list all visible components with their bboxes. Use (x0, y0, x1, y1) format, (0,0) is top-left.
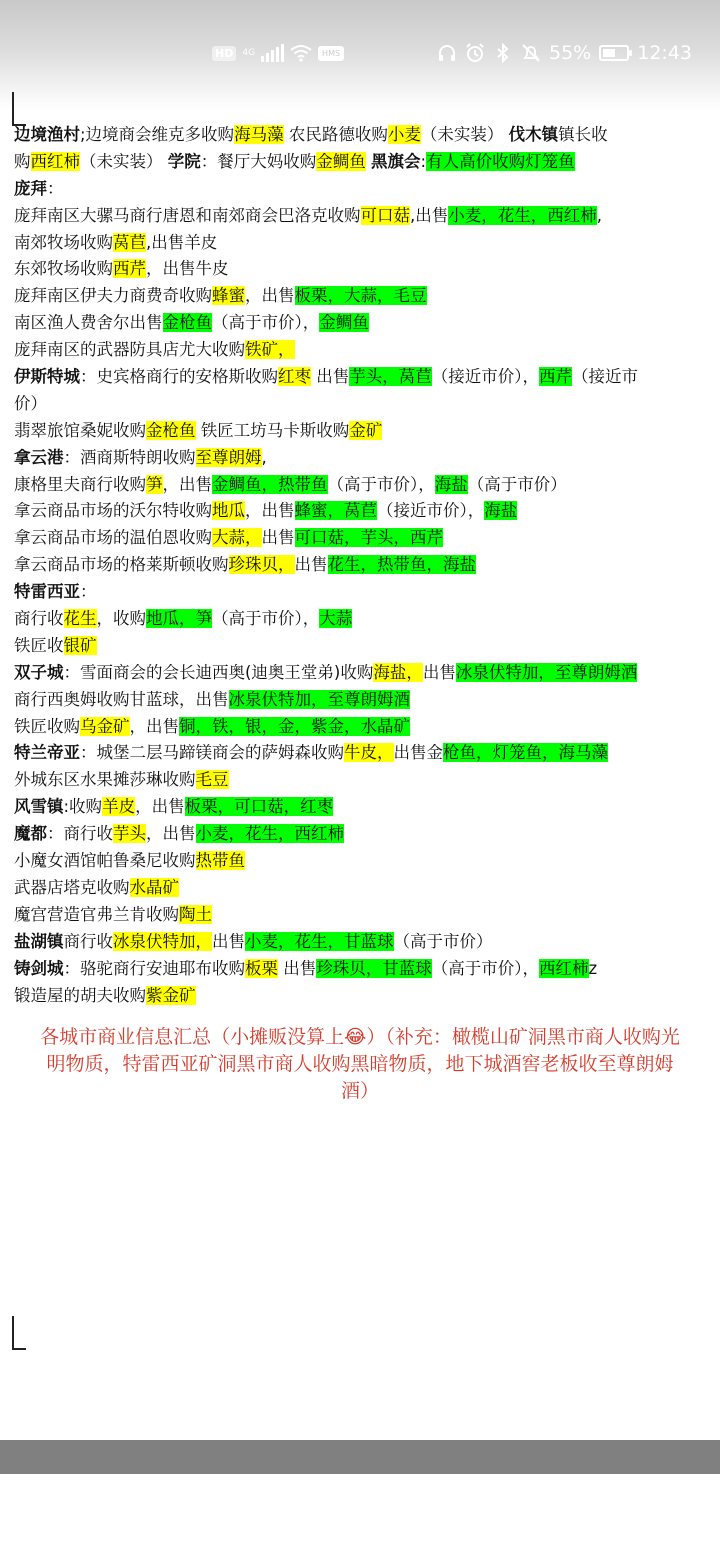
battery-icon (599, 45, 629, 61)
buy-item-highlight: 银矿 (63, 635, 97, 655)
line-text: 康格里夫商行收购 (14, 474, 146, 494)
city-heading: 边境渔村 (14, 125, 80, 144)
line-text: 镇长收 (558, 125, 608, 144)
line-text: ：城堡二层马蹄镁商会的萨姆森收购 (80, 743, 344, 763)
sell-item-highlight: 冰泉伏特加，至尊朗姆酒 (455, 662, 638, 682)
line-text: 外城东区水果摊莎琳收购 (14, 770, 196, 790)
line-text: : (420, 151, 427, 171)
line-text: 出售 (311, 367, 350, 387)
document-line (14, 337, 716, 364)
document-line (14, 767, 716, 794)
document-line (14, 310, 716, 337)
wifi-icon (290, 44, 312, 62)
line-text: :收购 (63, 797, 103, 817)
sell-item-highlight: 板栗，大蒜，毛豆 (294, 286, 427, 306)
buy-item-highlight: 至尊朗姆 (195, 447, 262, 467)
buy-item-highlight: 板栗 (245, 958, 278, 978)
line-text: ，收购 (96, 609, 146, 629)
line-text: ：骆驼商行安迪耶布收购 (63, 958, 245, 978)
buy-item-highlight: 热带鱼 (195, 851, 245, 871)
sell-item-highlight: 金枪鱼 (162, 313, 212, 333)
line-text: 商行收 (14, 609, 64, 629)
line-text: ,出售 (410, 205, 449, 225)
line-text: 出售金 (393, 743, 443, 763)
buy-item-highlight: 大蒜， (212, 528, 262, 548)
document-line (14, 391, 716, 418)
document-line (14, 203, 716, 230)
buy-item-highlight: 金鲷鱼 (316, 151, 366, 171)
document-line (14, 929, 716, 956)
sell-item-highlight: 地瓜，笋 (146, 609, 212, 629)
line-text: （接近市 (572, 367, 638, 387)
city-heading: 伐木镇 (508, 125, 559, 144)
line-text: ：史宾格商行的安格斯收购 (80, 367, 278, 387)
document-line (14, 445, 716, 472)
line-text: （未实装） (80, 151, 168, 171)
buy-item-highlight: 芋头 (113, 824, 146, 844)
line-text: 铁匠收购 (14, 716, 80, 736)
city-heading: 庞拜 (14, 178, 47, 198)
sell-item-highlight: 小麦，花生，西红柿 (448, 205, 597, 225)
line-text: 魔宫营造官弗兰肯收购 (14, 904, 179, 924)
buy-item-highlight: 牛皮， (344, 743, 394, 763)
clock-time: 12:43 (637, 42, 692, 64)
document-line (14, 983, 716, 1010)
buy-item-highlight: 地瓜 (212, 501, 245, 521)
buy-item-highlight: 铁矿， (245, 340, 295, 360)
buy-item-highlight: 红枣 (278, 367, 311, 387)
document-line (14, 472, 716, 499)
line-text: 价） (14, 393, 47, 413)
line-text: （接近市价）， (431, 367, 539, 387)
document-line (14, 364, 716, 391)
document-line (14, 740, 716, 767)
buy-item-highlight: 金矿 (349, 420, 383, 440)
city-heading: 铸剑城 (14, 958, 64, 978)
line-text: , (596, 205, 602, 225)
alarm-icon (465, 43, 485, 63)
sell-item-highlight: 冰泉伏特加，至尊朗姆酒 (228, 689, 410, 709)
hms-badge: HMS (318, 46, 344, 61)
line-text: （高于市价）， (431, 958, 539, 978)
sell-item-highlight: 可口菇，芋头，西芹 (294, 528, 443, 548)
city-heading: 风雪镇 (14, 797, 64, 817)
line-text: 南区渔人费舍尔出售 (14, 313, 163, 333)
document-line (14, 821, 716, 848)
line-text: 出售 (261, 528, 295, 548)
buy-item-highlight: 金枪鱼 (146, 420, 196, 440)
line-text: 出售 (422, 662, 456, 682)
city-heading: 学院 (167, 151, 201, 171)
sell-item-highlight: 蜂蜜，莴苣 (294, 501, 377, 521)
sell-item-highlight: 小麦，花生，西红柿 (195, 824, 344, 844)
sell-item-highlight: 有人高价收购灯笼鱼 (426, 151, 575, 171)
line-text: ：商行收 (47, 824, 113, 844)
document-line (14, 956, 716, 983)
city-heading: 魔都 (14, 824, 47, 844)
mute-icon (521, 43, 541, 63)
line-text: 东郊牧场收购 (14, 259, 113, 279)
status-bar (0, 0, 720, 110)
line-text: 锻造屋的胡夫收购 (14, 985, 146, 1005)
sell-item-highlight: 铜，铁，银，金，紫金，水晶矿 (179, 716, 410, 736)
city-heading: 拿云港 (14, 447, 64, 467)
document-line (14, 579, 716, 606)
document-line (14, 714, 716, 741)
buy-item-highlight: 紫金矿 (146, 985, 196, 1005)
sell-item-highlight: 西芹 (539, 367, 572, 387)
line-text: ，出售 (129, 716, 179, 736)
document-line (14, 256, 716, 283)
line-text: ，出售 (135, 797, 185, 817)
buy-item-highlight: 乌金矿 (80, 716, 130, 736)
line-text: , (261, 447, 267, 467)
sell-item-highlight: 花生，热带鱼，海盐 (327, 555, 476, 575)
battery-fill (603, 49, 615, 57)
city-heading: 特雷西亚 (14, 582, 80, 602)
buy-item-highlight: 毛豆 (195, 770, 229, 790)
line-text: z (588, 958, 598, 978)
line-text: 农民路德收购 (288, 125, 388, 144)
line-text: ;边境商会维克多收购 (80, 125, 235, 144)
line-text: （未实装） (420, 125, 509, 144)
line-text: ，出售 (245, 286, 295, 306)
buy-item-highlight: 莴苣 (113, 232, 146, 252)
line-text: 小魔女酒馆帕鲁桑尼收购 (14, 851, 196, 871)
line-text: 武器店塔克收购 (14, 877, 130, 897)
document-line (14, 498, 716, 525)
city-heading: 双子城 (14, 662, 64, 682)
buy-item-highlight: 西芹 (113, 259, 146, 279)
document-line (14, 606, 716, 633)
bluetooth-icon (493, 43, 513, 63)
document-line (14, 794, 716, 821)
line-text: 庞拜南区伊夫力商费奇收购 (14, 286, 212, 306)
sell-item-highlight: 枪鱼，灯笼鱼，海马藻 (443, 743, 608, 763)
line-text: 铁匠工坊马卡斯收购 (195, 420, 350, 440)
document-line (14, 283, 716, 310)
document-line (14, 687, 716, 714)
line-text: ： (47, 178, 64, 198)
buy-item-highlight: 水晶矿 (129, 877, 179, 897)
document-line (14, 149, 716, 176)
line-text: （高于市价）， (212, 313, 320, 333)
line-text: 庞拜南区大骡马商行唐恩和南郊商会巴洛克收购 (14, 205, 361, 225)
document-line (14, 660, 716, 687)
sell-item-highlight: 珍珠贝，甘蓝球 (316, 958, 432, 978)
document-line (14, 875, 716, 902)
line-text: 南郊牧场收购 (14, 232, 113, 252)
city-heading: 盐湖镇 (14, 931, 64, 951)
status-left-group (212, 40, 344, 66)
buy-item-highlight: 小麦 (387, 125, 421, 144)
line-text: 商行西奥姆收购甘蓝球，出售 (14, 689, 229, 709)
buy-item-highlight: 羊皮 (102, 797, 136, 817)
document-line (14, 552, 716, 579)
network-type: 4G (242, 47, 256, 58)
sell-item-highlight: 西红柿 (539, 958, 589, 978)
buy-item-highlight: 海盐， (373, 662, 423, 682)
line-text: ，出售牛皮 (146, 259, 229, 279)
document-line (14, 176, 716, 203)
sell-item-highlight: 海盐 (434, 474, 468, 494)
buy-item-highlight: 花生 (63, 609, 97, 629)
line-text: 出售 (278, 958, 317, 978)
headphones-icon (437, 43, 457, 63)
city-heading: 伊斯特城 (14, 367, 80, 387)
document-line (14, 633, 716, 660)
sell-item-highlight: 金鲷鱼，热带鱼 (212, 474, 328, 494)
document-line (14, 418, 716, 445)
line-text: （高于市价） (393, 931, 493, 951)
line-text: 购 (14, 151, 31, 171)
buy-item-highlight: 冰泉伏特加， (113, 931, 212, 951)
page-corner-mark-top (12, 92, 26, 126)
line-text: 拿云商品市场的沃尔特收购 (14, 501, 212, 521)
document-line (14, 902, 716, 929)
line-text: ：餐厅大妈收购 (200, 151, 317, 171)
buy-item-highlight: 西红柿 (30, 151, 80, 171)
line-text: ，出售 (245, 501, 295, 521)
buy-item-highlight: 蜂蜜 (212, 286, 245, 306)
line-text: 出售 (294, 555, 328, 575)
line-text: 铁匠收 (14, 635, 64, 655)
sell-item-highlight: 小麦，花生，甘蓝球 (245, 931, 394, 951)
buy-item-highlight: 陶土 (179, 904, 212, 924)
line-text: 翡翠旅馆桑妮收购 (14, 420, 146, 440)
page-corner-mark-bottom (12, 1316, 26, 1350)
line-text: 商行收 (63, 931, 113, 951)
hd-badge: HD (212, 46, 236, 61)
buy-item-highlight: 海马藻 (234, 125, 284, 144)
sell-item-highlight: 大蒜 (319, 609, 353, 629)
page-separator-bar (0, 1440, 720, 1474)
status-right-group (437, 38, 692, 68)
sell-item-highlight: 芋头，莴苣 (349, 367, 432, 387)
sell-item-highlight: 板栗，可口菇，红枣 (184, 797, 334, 817)
line-text: ，出售 (162, 474, 212, 494)
line-text: （高于市价）， (212, 609, 320, 629)
line-text: ：雪面商会的会长迪西奥(迪奥王堂弟)收购 (63, 662, 374, 682)
battery-percent: 55% (549, 42, 592, 64)
sell-item-highlight: 金鲷鱼 (319, 313, 369, 333)
document-line (14, 525, 716, 552)
document-line (14, 230, 716, 257)
buy-item-highlight: 珍珠贝， (228, 555, 295, 575)
buy-item-highlight: 笋 (146, 474, 163, 494)
document-line (14, 848, 716, 875)
line-text: （高于市价） (467, 474, 567, 494)
line-text: ,出售羊皮 (146, 232, 218, 252)
summary-note: 各城市商业信息汇总（小摊贩没算上😂）（补充：橄榄山矿洞黑市商人收购光明物质，特雷西亚矿洞黑市商人收购黑暗物质，地下城酒窖老板收至尊朗姆酒） (40, 1026, 680, 1102)
document-line (14, 122, 716, 149)
line-text: （高于市价）， (327, 474, 435, 494)
sell-item-highlight: 海盐 (484, 501, 518, 521)
document-body (14, 122, 716, 1009)
line-text: ： (80, 582, 97, 602)
line-text: 出售 (212, 931, 245, 951)
signal-icon (261, 44, 284, 62)
line-text: 庞拜南区的武器防具店尤大收购 (14, 340, 245, 360)
line-text: ，出售 (146, 824, 196, 844)
buy-item-highlight: 可口菇 (360, 205, 410, 225)
line-text: 拿云商品市场的格莱斯顿收购 (14, 555, 229, 575)
line-text: ：酒商斯特朗收购 (63, 447, 196, 467)
line-text: 拿云商品市场的温伯恩收购 (14, 528, 212, 548)
line-text: （接近市价）， (377, 501, 485, 521)
city-heading: 黑旗会 (371, 151, 421, 171)
city-heading: 特兰帝亚 (14, 743, 80, 763)
